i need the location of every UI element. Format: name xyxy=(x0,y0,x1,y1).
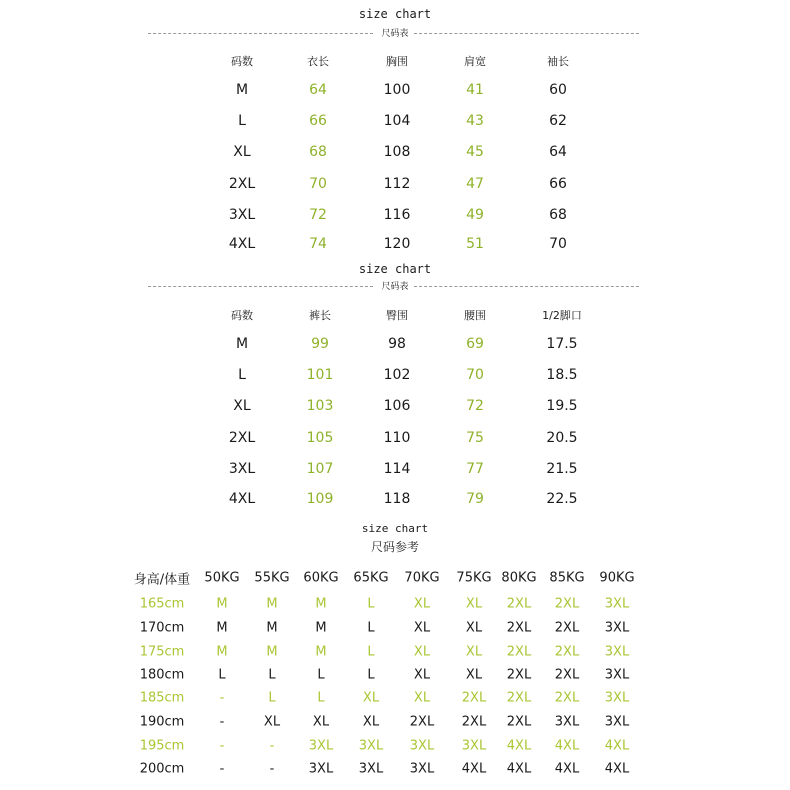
header-size: 码数 xyxy=(231,309,253,322)
size-cell: L xyxy=(367,620,375,636)
cell-shoulder: 51 xyxy=(466,236,484,252)
header-weight: 90KG xyxy=(599,570,635,586)
size-cell: L xyxy=(317,667,325,683)
size-cell: L xyxy=(268,690,276,706)
size-cell: 2XL xyxy=(506,596,532,612)
cell-waist: 79 xyxy=(466,491,484,507)
size-cell: 3XL xyxy=(409,761,435,777)
cell-size: L xyxy=(238,367,246,383)
size-cell: XL xyxy=(465,596,483,612)
cell-hem: 20.5 xyxy=(546,430,578,446)
size-chart-subtitle-2: 尺码表 xyxy=(381,282,409,292)
header-weight: 70KG xyxy=(404,570,440,586)
header-hem: 1/2脚口 xyxy=(542,309,582,322)
cell-hip: 102 xyxy=(383,367,411,383)
cell-length: 64 xyxy=(309,82,327,98)
row-height-label: 190cm xyxy=(139,714,185,730)
size-cell: XL xyxy=(465,644,483,660)
size-cell: 3XL xyxy=(308,738,334,754)
row-height-label: 180cm xyxy=(139,667,185,683)
size-cell: 4XL xyxy=(604,761,630,777)
cell-length: 68 xyxy=(309,144,327,160)
header-chest: 胸围 xyxy=(386,55,408,68)
size-cell: 3XL xyxy=(554,714,580,730)
size-cell: XL xyxy=(362,690,380,706)
cell-length: 70 xyxy=(309,176,327,192)
cell-sleeve: 66 xyxy=(549,176,567,192)
size-cell: 2XL xyxy=(461,690,487,706)
size-cell: 2XL xyxy=(554,620,580,636)
cell-sleeve: 60 xyxy=(549,82,567,98)
size-cell: 2XL xyxy=(554,644,580,660)
size-cell: M xyxy=(216,644,228,660)
cell-hip: 114 xyxy=(383,461,411,477)
cell-shoulder: 49 xyxy=(466,207,484,223)
size-cell: 2XL xyxy=(409,714,435,730)
cell-size: L xyxy=(238,113,246,129)
size-cell: L xyxy=(367,596,375,612)
cell-sleeve: 68 xyxy=(549,207,567,223)
size-cell: L xyxy=(367,644,375,660)
cell-hem: 18.5 xyxy=(546,367,578,383)
cell-size: 3XL xyxy=(228,461,256,477)
size-cell: XL xyxy=(413,690,431,706)
cell-waist: 69 xyxy=(466,336,484,352)
size-chart-title-3: size chart xyxy=(361,522,429,535)
size-cell: 4XL xyxy=(554,738,580,754)
size-cell: 3XL xyxy=(461,738,487,754)
row-height-label: 170cm xyxy=(139,620,185,636)
size-cell: 3XL xyxy=(604,620,630,636)
size-cell: M xyxy=(266,596,278,612)
header-pants-length: 裤长 xyxy=(309,309,331,322)
cell-waist: 75 xyxy=(466,430,484,446)
cell-sleeve: 64 xyxy=(549,144,567,160)
header-weight: 65KG xyxy=(353,570,389,586)
cell-shoulder: 43 xyxy=(466,113,484,129)
cell-waist: 70 xyxy=(466,367,484,383)
cell-waist: 72 xyxy=(466,398,484,414)
header-size: 码数 xyxy=(231,55,253,68)
cell-shoulder: 41 xyxy=(466,82,484,98)
cell-hem: 19.5 xyxy=(546,398,578,414)
header-weight: 80KG xyxy=(501,570,537,586)
size-cell: 3XL xyxy=(308,761,334,777)
cell-size: XL xyxy=(233,398,251,414)
size-cell: 3XL xyxy=(604,644,630,660)
size-chart-subtitle-1: 尺码表 xyxy=(381,29,409,39)
cell-chest: 116 xyxy=(383,207,411,223)
size-cell: XL xyxy=(362,714,380,730)
size-cell: 2XL xyxy=(506,667,532,683)
size-cell: - xyxy=(219,690,225,706)
size-cell: M xyxy=(315,644,327,660)
header-waist: 腰围 xyxy=(464,309,486,322)
size-cell: 3XL xyxy=(604,690,630,706)
size-cell: 3XL xyxy=(604,667,630,683)
size-cell: M xyxy=(315,596,327,612)
cell-sleeve: 62 xyxy=(549,113,567,129)
divider-right-2 xyxy=(414,286,639,287)
header-hip: 臀围 xyxy=(386,309,408,322)
row-height-label: 195cm xyxy=(139,738,185,754)
header-weight: 60KG xyxy=(303,570,339,586)
cell-shoulder: 47 xyxy=(466,176,484,192)
cell-size: M xyxy=(235,336,249,352)
size-cell: 4XL xyxy=(554,761,580,777)
divider-right-1 xyxy=(414,33,639,34)
size-cell: - xyxy=(269,761,275,777)
cell-hem: 22.5 xyxy=(546,491,578,507)
cell-hip: 106 xyxy=(383,398,411,414)
cell-pants-length: 103 xyxy=(306,398,334,414)
cell-hip: 98 xyxy=(388,336,406,352)
cell-pants-length: 107 xyxy=(306,461,334,477)
cell-pants-length: 101 xyxy=(306,367,334,383)
header-shoulder: 肩宽 xyxy=(464,55,486,68)
size-cell: XL xyxy=(312,714,330,730)
cell-sleeve: 70 xyxy=(549,236,567,252)
header-sleeve: 袖长 xyxy=(547,55,569,68)
size-cell: XL xyxy=(413,620,431,636)
size-cell: 4XL xyxy=(461,761,487,777)
size-cell: M xyxy=(266,644,278,660)
size-cell: 2XL xyxy=(506,690,532,706)
size-cell: 3XL xyxy=(409,738,435,754)
size-cell: 2XL xyxy=(506,714,532,730)
size-cell: L xyxy=(317,690,325,706)
size-cell: M xyxy=(216,596,228,612)
size-cell: XL xyxy=(413,596,431,612)
size-cell: 3XL xyxy=(604,714,630,730)
cell-hem: 17.5 xyxy=(546,336,578,352)
cell-hem: 21.5 xyxy=(546,461,578,477)
size-cell: 2XL xyxy=(554,667,580,683)
cell-chest: 100 xyxy=(383,82,411,98)
cell-size: 2XL xyxy=(228,176,256,192)
size-cell: 2XL xyxy=(554,690,580,706)
size-cell: 2XL xyxy=(461,714,487,730)
header-height-weight: 身高/体重 xyxy=(133,572,191,588)
size-reference-subtitle: 尺码参考 xyxy=(370,540,419,554)
cell-size: M xyxy=(235,82,249,98)
cell-size: 4XL xyxy=(228,236,256,252)
cell-pants-length: 99 xyxy=(311,336,329,352)
size-cell: 3XL xyxy=(358,761,384,777)
row-height-label: 175cm xyxy=(139,644,185,660)
cell-chest: 104 xyxy=(383,113,411,129)
cell-chest: 120 xyxy=(383,236,411,252)
cell-hip: 110 xyxy=(383,430,411,446)
size-cell: XL xyxy=(465,620,483,636)
header-length: 衣长 xyxy=(307,55,329,68)
size-cell: 3XL xyxy=(358,738,384,754)
size-cell: - xyxy=(219,761,225,777)
size-cell: 3XL xyxy=(604,596,630,612)
size-cell: 4XL xyxy=(506,761,532,777)
size-cell: 4XL xyxy=(604,738,630,754)
cell-size: XL xyxy=(233,144,251,160)
size-cell: 2XL xyxy=(506,644,532,660)
size-chart-title-2: size chart xyxy=(358,262,432,276)
size-cell: L xyxy=(218,667,226,683)
header-weight: 75KG xyxy=(456,570,492,586)
row-height-label: 200cm xyxy=(139,761,185,777)
size-cell: M xyxy=(315,620,327,636)
header-weight: 50KG xyxy=(204,570,240,586)
size-cell: XL xyxy=(465,667,483,683)
row-height-label: 165cm xyxy=(139,596,185,612)
size-cell: XL xyxy=(413,667,431,683)
cell-length: 72 xyxy=(309,207,327,223)
cell-chest: 112 xyxy=(383,176,411,192)
cell-size: 4XL xyxy=(228,491,256,507)
cell-chest: 108 xyxy=(383,144,411,160)
size-cell: XL xyxy=(413,644,431,660)
cell-shoulder: 45 xyxy=(466,144,484,160)
size-cell: XL xyxy=(263,714,281,730)
size-cell: - xyxy=(219,714,225,730)
size-cell: L xyxy=(268,667,276,683)
row-height-label: 185cm xyxy=(139,690,185,706)
cell-pants-length: 109 xyxy=(306,491,334,507)
cell-pants-length: 105 xyxy=(306,430,334,446)
cell-waist: 77 xyxy=(466,461,484,477)
size-cell: M xyxy=(216,620,228,636)
size-cell: 2XL xyxy=(554,596,580,612)
size-cell: L xyxy=(367,667,375,683)
cell-length: 66 xyxy=(309,113,327,129)
header-weight: 85KG xyxy=(549,570,585,586)
size-cell: 4XL xyxy=(506,738,532,754)
size-cell: M xyxy=(266,620,278,636)
cell-hip: 118 xyxy=(383,491,411,507)
size-cell: - xyxy=(219,738,225,754)
cell-size: 3XL xyxy=(228,207,256,223)
cell-length: 74 xyxy=(309,236,327,252)
cell-size: 2XL xyxy=(228,430,256,446)
header-weight: 55KG xyxy=(254,570,290,586)
size-chart-title-1: size chart xyxy=(358,7,432,21)
size-cell: 2XL xyxy=(506,620,532,636)
size-cell: - xyxy=(269,738,275,754)
